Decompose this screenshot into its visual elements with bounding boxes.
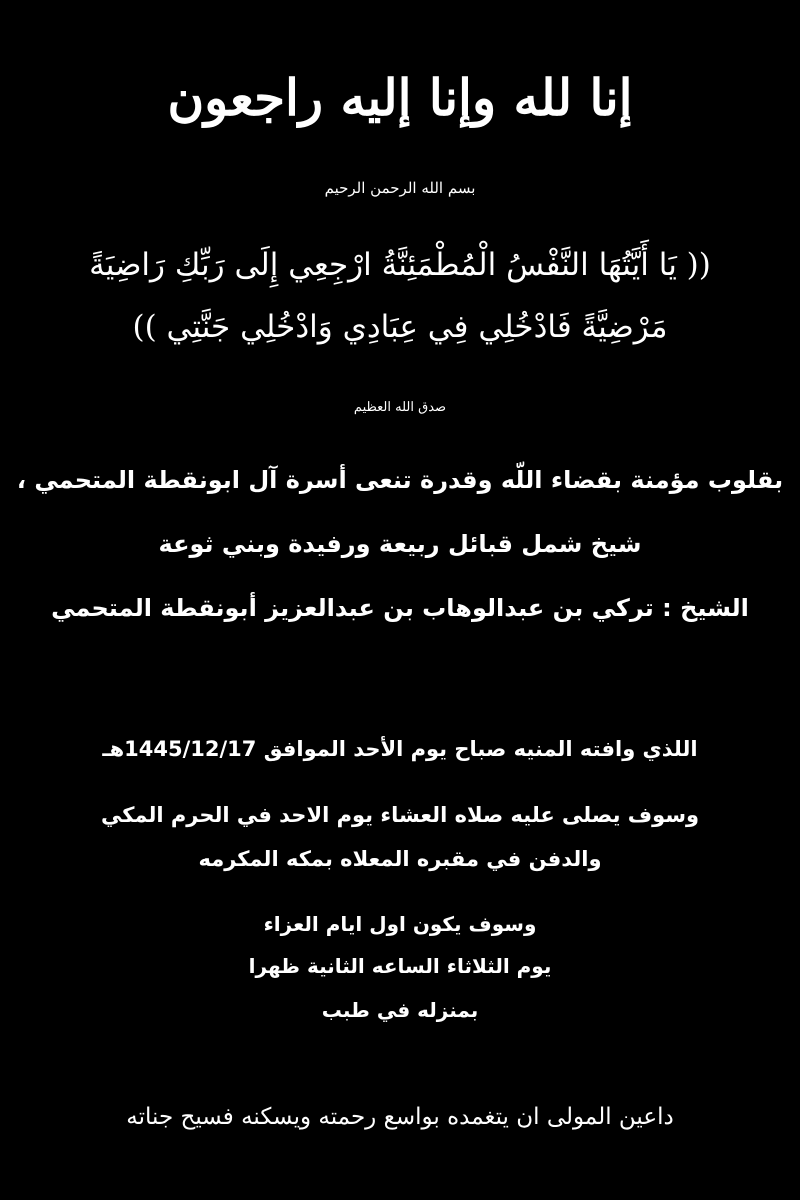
sadaq-allah: صدق الله العظيم [353, 400, 447, 415]
announcement-line-2: شيخ شمل قبائل ربيعة ورفيدة وبني ثوعة [158, 530, 642, 558]
quran-verse-line-1: (( يَا أَيَّتُهَا النَّفْسُ الْمُطْمَئِنَّةُ ارْجِعِي إِلَى رَبِّكِ رَاضِيَةً [89, 247, 711, 283]
condolence-line-1: وسوف يكون اول ايام العزاء [263, 912, 537, 936]
prayer-line: وسوف يصلى عليه صلاه العشاء يوم الاحد في الحرم المكي [100, 803, 700, 827]
quran-verse-line-2: مَرْضِيَّةً فَادْخُلِي فِي عِبَادِي وَادْخُلِي جَنَّتِي )) [132, 309, 668, 345]
closing-prayer: داعين المولى ان يتغمده بواسع رحمته ويسكنه فسيح جناته [126, 1104, 674, 1130]
deceased-name: الشيخ : تركي بن عبدالوهاب بن عبدالعزيز أبونقطة المتحمي [51, 594, 749, 622]
announcement-line-1: بقلوب مؤمنة بقضاء اللّه وقدرة تنعى أسرة آل ابونقطة المتحمي ، [16, 466, 784, 494]
condolence-line-3: بمنزله في طبب [321, 998, 479, 1022]
notice-title: إنا لله وإنا إليه راجعون [167, 68, 633, 127]
condolence-line-2: يوم الثلاثاء الساعه الثانية ظهرا [248, 954, 552, 978]
death-date-line: اللذي وافته المنيه صباح يوم الأحد الموافق 1445/12/17هـ [102, 737, 698, 761]
basmala: بسم الله الرحمن الرحيم [324, 179, 476, 197]
burial-line: والدفن في مقبره المعلاه بمكه المكرمه [198, 847, 602, 871]
